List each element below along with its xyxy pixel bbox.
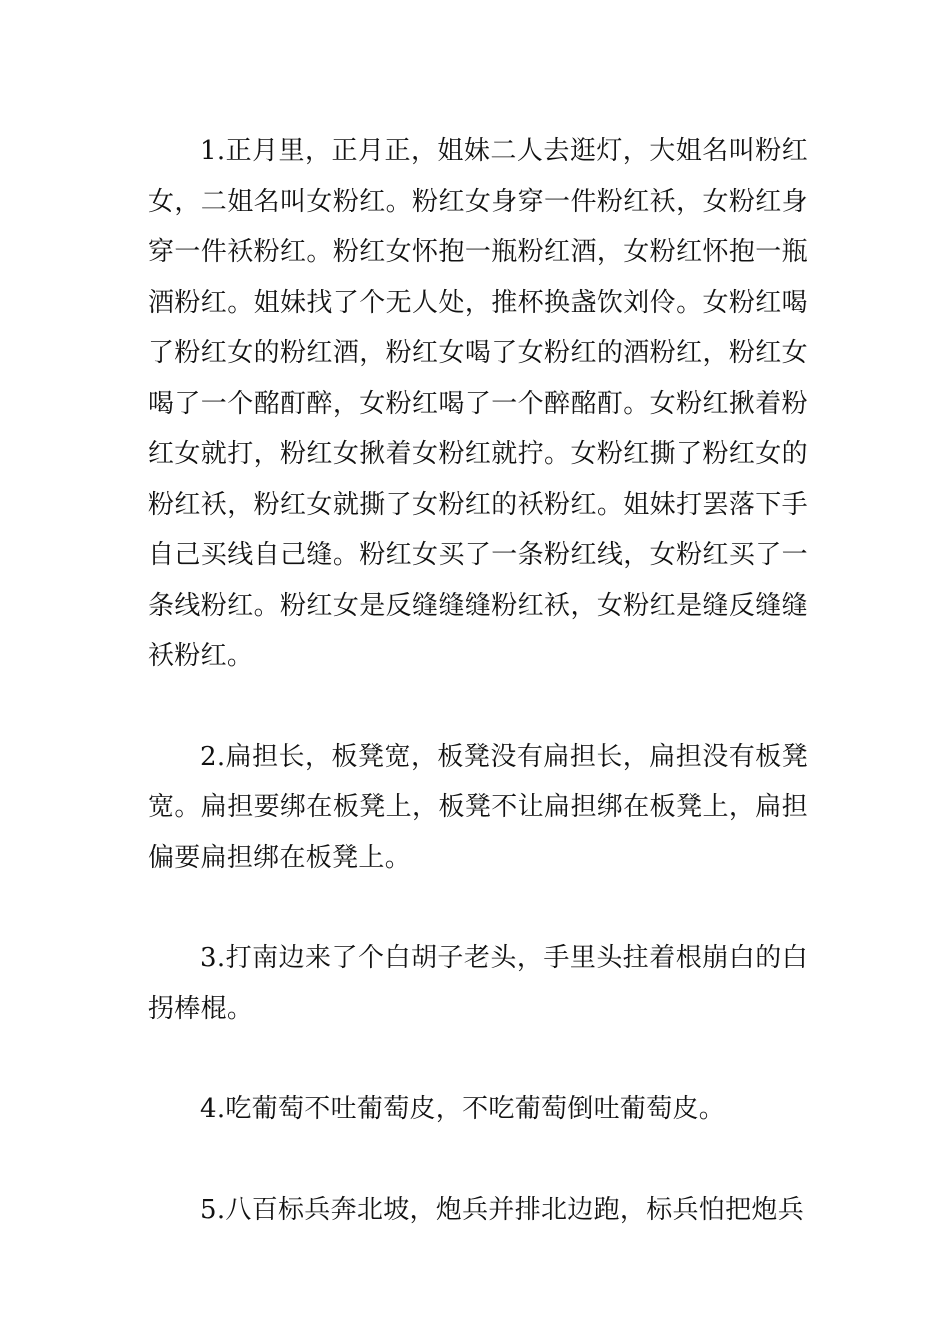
paragraph-4: 4.吃葡萄不吐葡萄皮，不吃葡萄倒吐葡萄皮。	[200, 1094, 726, 1124]
paragraph-1: 1.正月里，正月正，姐妹二人去逛灯，大姐名叫粉红女，二姐名叫女粉红。粉红女身穿一件粉红袄，女粉红身穿一件袄粉红。粉红女怀抱一瓶粉红酒，女粉红怀抱一瓶酒粉红。姐妹找了个无人处，推杯换盏饮刘伶。女粉红喝了粉红女的粉红酒，粉红女喝了女粉红的酒粉红，粉红女喝了一个酩酊醉，女粉红喝了一个醉酩酊。女粉红揪着粉红女就打，粉红女揪着女粉红就拧。女粉红撕了粉红女的粉红袄，粉红女就撕了女粉红的袄粉红。姐妹打罢落下手自己买线自己缝。粉红女买了一条粉红线，女粉红买了一条线粉红。粉红女是反缝缝缝粉红袄，女粉红是缝反缝缝袄粉红。	[148, 136, 808, 671]
paragraph-spacer	[148, 1034, 808, 1084]
paragraph-spacer	[148, 682, 808, 732]
paragraph-spacer	[148, 1135, 808, 1185]
paragraph-5: 5.八百标兵奔北坡，炮兵并排北边跑，标兵怕把炮兵	[200, 1194, 805, 1225]
paragraph-3: 3.打南边来了个白胡子老头，手里头拄着根崩白的白拐棒棍。	[148, 943, 808, 1024]
paragraph-spacer	[148, 883, 808, 933]
paragraph-2: 2.扁担长，板凳宽，板凳没有扁担长，扁担没有板凳宽。扁担要绑在板凳上，板凳不让扁担绑在板凳上，扁担偏要扁担绑在板凳上。	[148, 741, 808, 873]
document-body	[148, 126, 808, 1235]
